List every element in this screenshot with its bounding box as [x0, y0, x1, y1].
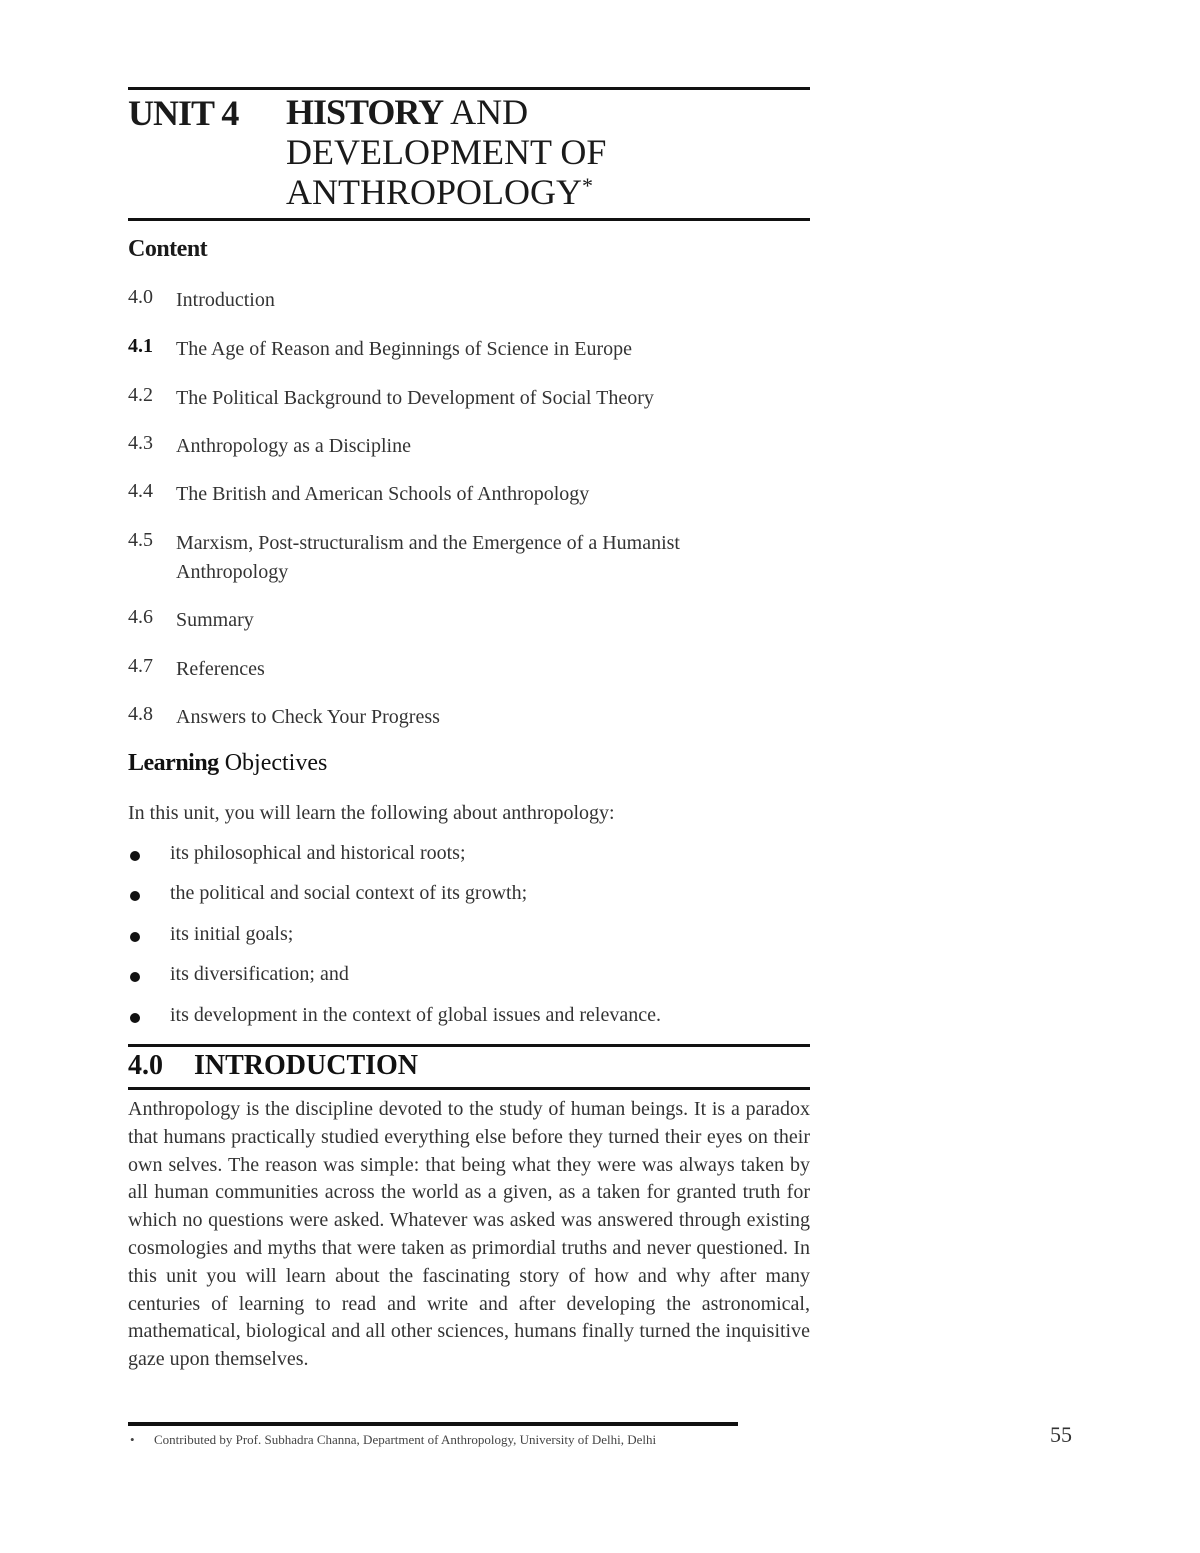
title-line-3	[286, 172, 606, 212]
unit-number: UNIT 4	[128, 93, 239, 133]
footnote-text: Contributed by Prof. Subhadra Channa, Department of Anthropology, University of Delhi, Delhi	[154, 1432, 657, 1447]
objectives-heading-rest: Objectives	[218, 750, 328, 776]
title-line-2: DEVELOPMENT OF	[286, 132, 607, 172]
toc-item-label: The Political Background to Development of Social Theory	[176, 387, 654, 409]
section-title: INTRODUCTION	[194, 1050, 419, 1081]
contents-heading: Content	[128, 236, 208, 262]
section-bottom-rule	[128, 1087, 810, 1090]
bullet-icon	[130, 891, 140, 901]
objectives-heading	[128, 750, 327, 777]
section-number: 4.0	[128, 1050, 163, 1081]
list-item-text: its philosophical and historical roots;	[170, 842, 466, 864]
bullet-icon	[130, 972, 140, 982]
list-item-text: the political and social context of its growth;	[170, 882, 528, 904]
section-top-rule	[128, 1044, 810, 1047]
toc-item-label: References	[176, 658, 265, 680]
list-item-text: its diversification; and	[170, 963, 349, 985]
toc-item-number: 4.1	[128, 335, 153, 357]
toc-item-number: 4.2	[128, 384, 153, 406]
toc-item-number: 4.3	[128, 432, 153, 454]
footnote-bullet: •	[130, 1432, 135, 1447]
toc-item-label: Summary	[176, 609, 254, 631]
title-footnote-mark: *	[582, 173, 593, 198]
bullet-icon	[130, 851, 140, 861]
title-top-rule	[128, 87, 810, 90]
bullet-icon	[130, 932, 140, 942]
title-bottom-rule	[128, 218, 810, 221]
objectives-heading-bold: Learning	[128, 750, 219, 776]
toc-item-number: 4.7	[128, 655, 153, 677]
objectives-intro: In this unit, you will learn the following about anthropology:	[128, 802, 615, 824]
toc-item-label: Answers to Check Your Progress	[176, 706, 440, 728]
toc-item-label: Anthropology as a Discipline	[176, 435, 411, 457]
section-heading	[128, 1050, 418, 1082]
toc-item-label: Marxism, Post-structuralism and the Emergence of a Humanist Anthropology	[176, 532, 680, 583]
toc-item-label: Introduction	[176, 289, 275, 311]
bullet-icon	[130, 1013, 140, 1023]
introduction-paragraph: Anthropology is the discipline devoted to the study of human beings. It is a paradox that humans practically studied everything else before they turned their eyes on their own selves. The reason was simple: that being what they were was always taken by all human communities across the world as a given, as a taken for granted truth for which no questions were asked. Whatever was asked was answered through existing cosmologies and myths that were taken as primordial truths and never questioned. In this unit you will learn about the fascinating story of how and why after many centuries of learning to read and write and after developing the astronomical, mathematical, biological and all other sciences, humans finally turned the inquisitive gaze upon themselves.	[128, 1098, 810, 1371]
list-item-text: its development in the context of global issues and relevance.	[170, 1004, 661, 1026]
toc-item-number: 4.8	[128, 703, 153, 725]
title-line-1-rest: AND	[443, 92, 529, 132]
toc-item-number: 4.0	[128, 286, 153, 308]
footnote	[130, 1432, 656, 1448]
toc-item-label: The British and American Schools of Anthropology	[176, 483, 590, 505]
toc-item-number: 4.5	[128, 529, 153, 551]
toc-item-label: The Age of Reason and Beginnings of Science in Europe	[176, 338, 632, 360]
title-bold-word: HISTORY	[286, 92, 444, 132]
unit-title	[286, 92, 606, 212]
footnote-rule	[128, 1422, 738, 1426]
page-number: 55	[1050, 1422, 1072, 1447]
toc-item-number: 4.4	[128, 480, 153, 502]
toc-item-number: 4.6	[128, 606, 153, 628]
title-line-3-text: ANTHROPOLOGY	[286, 172, 582, 212]
list-item-text: its initial goals;	[170, 923, 294, 945]
title-line-1	[286, 92, 606, 132]
